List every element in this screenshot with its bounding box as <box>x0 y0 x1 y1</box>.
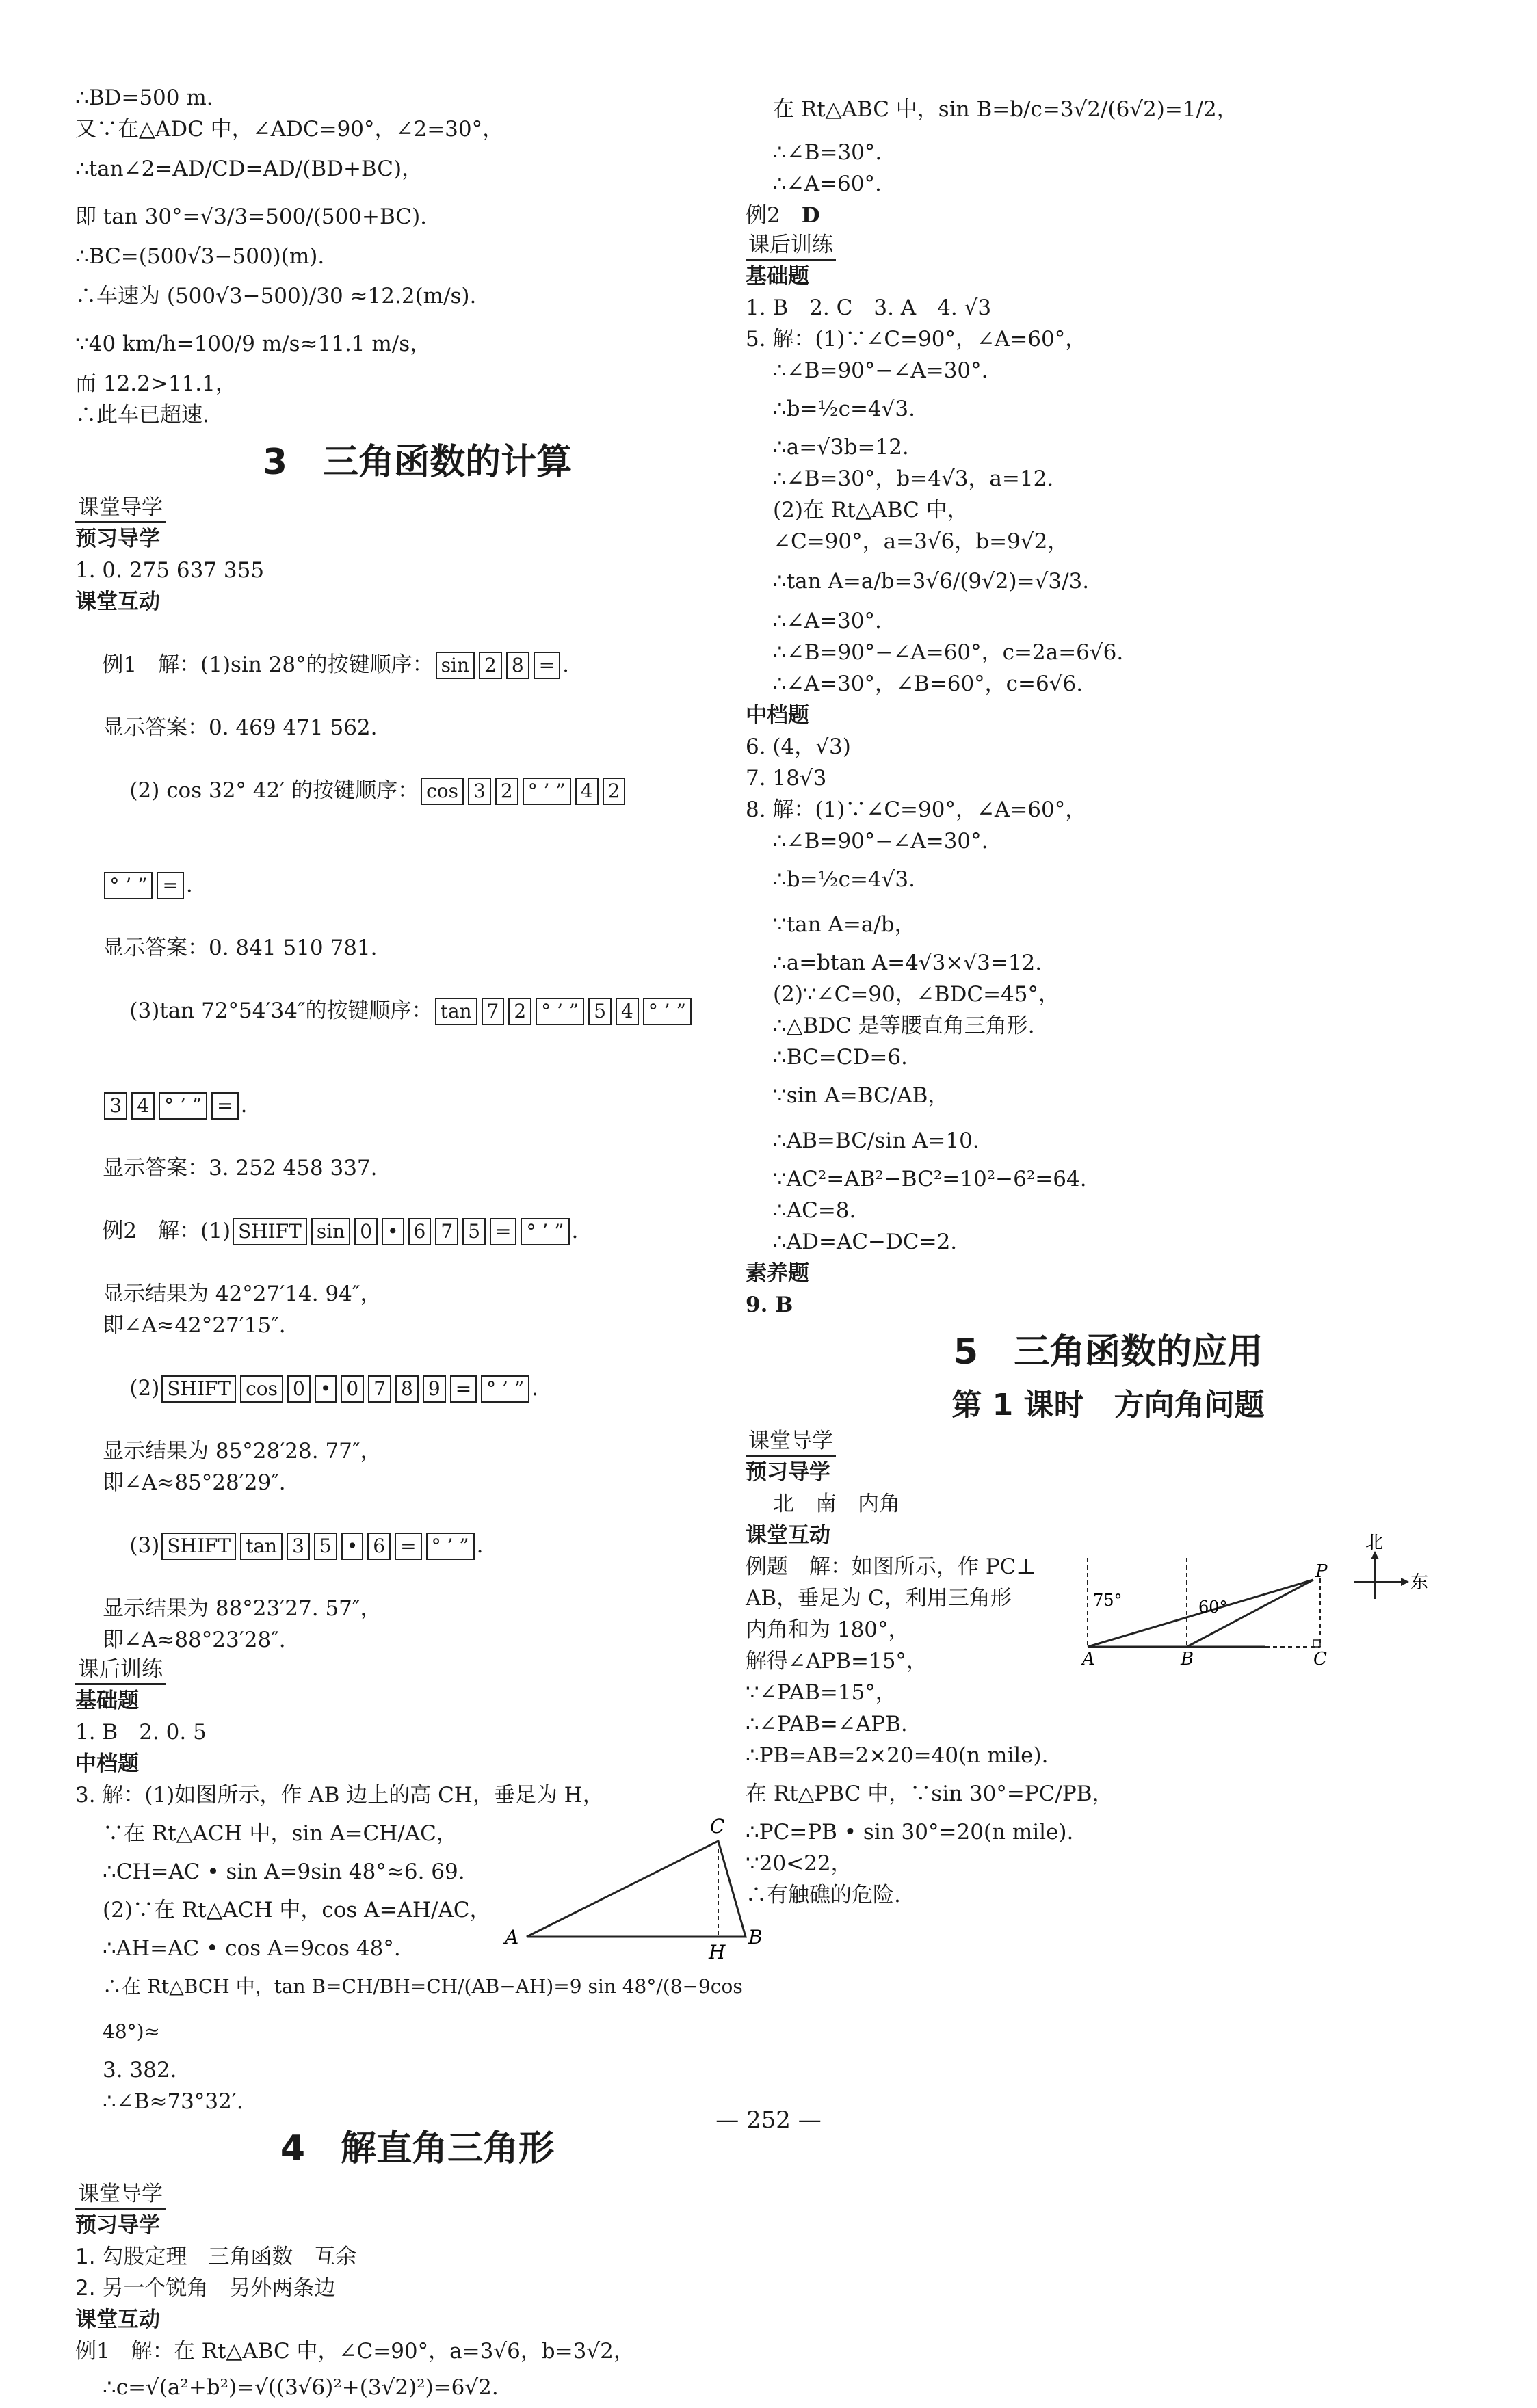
heading-hudong: 课堂互动 <box>75 2307 160 2332</box>
key-button: 5 <box>588 998 612 1025</box>
key-button: • <box>315 1375 337 1403</box>
key-button: 3 <box>104 1092 127 1120</box>
text-line: 即∠A≈88°23′28″. <box>103 1628 286 1652</box>
key-button: 2 <box>479 652 502 679</box>
text-line: 即∠A≈85°28′29″. <box>103 1470 286 1495</box>
text-line: ∴∠B=30°，b=4√3，a=12. <box>773 466 1054 491</box>
key-button: = <box>157 872 183 899</box>
heading-jichu: 基础题 <box>75 1689 139 1713</box>
key-button: • <box>382 1218 404 1245</box>
key-button: sin <box>311 1218 350 1245</box>
text-line: 内角和为 180°， <box>746 1617 910 1642</box>
text-line: ∴车速为 (500√3−500)/30 ≈12.2(m/s). <box>75 284 477 308</box>
key-button: 6 <box>408 1218 432 1245</box>
text-line: 显示答案：0. 469 471 562. <box>103 715 378 740</box>
heading-yuxi: 预习导学 <box>746 1460 830 1485</box>
key-button: = <box>211 1092 238 1120</box>
key-button: ° ’ ” <box>104 872 153 899</box>
text-line: (2)∵在 Rt△ACH 中，cos A=AH/AC， <box>103 1898 491 1922</box>
heading-yuxi: 预习导学 <box>75 2213 160 2238</box>
text-line: ∴b=½c=4√3. <box>773 397 915 421</box>
page-number: — 252 — <box>715 2106 822 2134</box>
answer-line: 北 南 内角 <box>773 1492 900 1516</box>
triangle-figure <box>499 1807 763 1964</box>
text-line: ∴∠A=60°. <box>773 172 882 196</box>
answer-line <box>746 200 1471 231</box>
section-3-title: 3 三角函数的计算 <box>262 442 573 483</box>
text-line: (2)在 Rt△ABC 中， <box>773 498 969 522</box>
heading-yuxi: 预习导学 <box>75 527 160 551</box>
key-button: 8 <box>395 1375 419 1403</box>
key-button: = <box>450 1375 477 1403</box>
answer-line: 1. 勾股定理 三角函数 互余 <box>75 2245 357 2269</box>
text-line: ∵40 km/h=100/9 m/s≈11.1 m/s， <box>75 332 432 356</box>
example-text: (2) <box>129 1376 160 1401</box>
answer-line: 2. 另一个锐角 另外两条边 <box>75 2276 336 2301</box>
example-line: (2) SHIFT cos 0 • 0 7 8 9 = ° ’ ” . <box>75 1341 759 1435</box>
heading-houke: 课后训练 <box>75 1656 166 1685</box>
text-line: 在 Rt△ABC 中，sin B=b/c=3√2/(6√2)=1/2， <box>773 97 1238 122</box>
key-button: 4 <box>616 998 639 1025</box>
text-line: ∵20<22， <box>746 1851 852 1876</box>
key-button: 3 <box>287 1533 310 1560</box>
text-line: ∴∠PAB=∠APB. <box>746 1712 908 1736</box>
text-line: ∴AC=8. <box>773 1198 856 1223</box>
key-button: cos <box>421 778 464 805</box>
label-c: C <box>1313 1649 1327 1669</box>
key-button: ° ’ ” <box>523 778 571 805</box>
key-button: sin <box>436 652 475 679</box>
text-line: 显示答案：0. 841 510 781. <box>103 936 378 960</box>
key-button: tan <box>435 998 477 1025</box>
text-line: 例1 解：在 Rt△ABC 中，∠C=90°，a=3√6，b=3√2， <box>75 2339 635 2364</box>
text-line: ∴CH=AC • sin A=9sin 48°≈6. 69. <box>103 1860 465 1884</box>
key-button: = <box>490 1218 516 1245</box>
key-button: = <box>534 652 560 679</box>
key-button: 6 <box>367 1533 391 1560</box>
text-line: ∴∠A=30°，∠B=60°，c=6√6. <box>773 672 1083 696</box>
text-line: 显示结果为 88°23′27. 57″， <box>103 1596 382 1621</box>
text-line: ∵∠PAB=15°， <box>746 1680 897 1705</box>
right-column <box>746 82 1471 1911</box>
key-button: SHIFT <box>233 1218 307 1245</box>
section-4-title: 4 解直角三角形 <box>280 2128 555 2169</box>
text-line: ∠C=90°，a=3√6，b=9√2， <box>773 529 1069 554</box>
text-line: 8. 解：(1)∵∠C=90°，∠A=60°， <box>746 797 1087 822</box>
text-line: 即 tan 30°=√3/3=500/(500+BC). <box>75 204 428 229</box>
left-column <box>75 82 763 2408</box>
text-line: 例题 解：如图所示，作 PC⊥ <box>746 1554 1036 1579</box>
question-3-block <box>75 1779 763 2117</box>
key-button: SHIFT <box>161 1375 236 1403</box>
key-button: 4 <box>575 778 599 805</box>
lesson-title: 第 1 课时 方向角问题 <box>951 1388 1265 1423</box>
text-line: ∴a=btan A=4√3×√3=12. <box>773 951 1042 975</box>
example-line: 例2 解：(1) SHIFT sin 0 • 6 7 5 = ° ’ ” . <box>75 1184 759 1278</box>
text-line: 解得∠APB=15°， <box>746 1649 928 1673</box>
key-button: ° ’ ” <box>536 998 584 1025</box>
text-line: ∴此车已超速. <box>75 403 209 427</box>
label-p: P <box>1315 1561 1328 1582</box>
heading-hudong: 课堂互动 <box>746 1523 830 1548</box>
text-line: ∵在 Rt△ACH 中，sin A=CH/AC， <box>103 1821 458 1846</box>
direction-figure <box>1067 1533 1436 1669</box>
text-line: 显示答案：3. 252 458 337. <box>103 1156 378 1180</box>
text-line: ∴∠B=30°. <box>773 140 882 165</box>
text-line: ∴AH=AC • cos A=9cos 48°. <box>103 1936 401 1961</box>
heading-zhongdang: 中档题 <box>75 1751 139 1776</box>
text-line: ∴tan A=a/b=3√6/(9√2)=√3/3. <box>773 569 1090 594</box>
key-button: 2 <box>495 778 518 805</box>
key-button: = <box>395 1533 421 1560</box>
text-line: ∴∠B=90°−∠A=60°，c=2a=6√6. <box>773 640 1124 665</box>
key-button: 7 <box>368 1375 391 1403</box>
text-line: 3. 解：(1)如图所示，作 AB 边上的高 CH，垂足为 H， <box>75 1783 604 1808</box>
text-line: ∴∠B=90°−∠A=30°. <box>773 358 988 383</box>
east-label: 东 <box>1410 1572 1429 1593</box>
text-line: ∵AC²=AB²−BC²=10²−6²=64. <box>773 1167 1087 1191</box>
example-line: (3) SHIFT tan 3 5 • 6 = ° ’ ” . <box>75 1498 759 1593</box>
answer-line: 7. 18√3 <box>746 766 827 791</box>
key-button: ° ’ ” <box>521 1218 569 1245</box>
text-line: ∴AB=BC/sin A=10. <box>773 1128 980 1153</box>
text-line: ∴∠A=30°. <box>773 609 882 633</box>
answer-line: 1. 0. 275 637 355 <box>75 558 265 583</box>
key-button: 5 <box>314 1533 337 1560</box>
label-b: B <box>748 1926 763 1948</box>
heading-ketang: 课堂导学 <box>75 2180 166 2210</box>
angle-60-label: 60° <box>1198 1598 1228 1617</box>
key-button: 0 <box>287 1375 311 1403</box>
text-line: 又∵在△ADC 中，∠ADC=90°，∠2=30°， <box>75 117 504 142</box>
heading-suyang: 素养题 <box>746 1261 809 1286</box>
answer-value: D <box>801 203 820 228</box>
heading-hudong: 课堂互动 <box>75 590 160 614</box>
angle-75-label: 75° <box>1093 1591 1122 1610</box>
heading-ketang: 课堂导学 <box>75 494 166 523</box>
heading-zhongdang: 中档题 <box>746 703 809 728</box>
text-line: 即∠A≈42°27′15″. <box>103 1313 286 1338</box>
example-text: (2) cos 32° 42′ 的按键顺序： <box>129 778 419 803</box>
answer-line: 9. B <box>746 1293 793 1317</box>
text-line: ∴AD=AC−DC=2. <box>773 1230 958 1254</box>
key-button: cos <box>240 1375 283 1403</box>
text-line: ∴PB=AB=2×20=40(n mile). <box>746 1743 1049 1768</box>
key-button: 0 <box>341 1375 364 1403</box>
key-button: ° ’ ” <box>426 1533 475 1560</box>
key-button: 9 <box>423 1375 446 1403</box>
text-line: ∴tan∠2=AD/CD=AD/(BD+BC)， <box>75 157 423 181</box>
example-text: (3) <box>129 1533 160 1558</box>
key-button: 2 <box>603 778 626 805</box>
text-line: 显示结果为 85°28′28. 77″， <box>103 1439 382 1464</box>
text-line: (2)∵∠C=90，∠BDC=45°， <box>773 982 1060 1007</box>
text-line: ∴∠B=90°−∠A=30°. <box>773 829 988 854</box>
text-line: ∴c=√(a²+b²)=√((3√6)²+(3√2)²)=6√2. <box>103 2375 499 2400</box>
example-line: ° ’ ” = . <box>75 838 759 932</box>
key-button: 0 <box>354 1218 378 1245</box>
text-line: ∴BD=500 m. <box>75 85 213 110</box>
key-button: • <box>341 1533 364 1560</box>
label-c: C <box>710 1815 725 1838</box>
text-line: ∴∠B≈73°32′. <box>103 2089 244 2114</box>
text-line: 3. 382. <box>103 2058 177 2082</box>
text-line: ∴a=√3b=12. <box>773 435 909 460</box>
example-text: 例2 解：(1) <box>102 1219 231 1243</box>
section-5-title: 5 三角函数的应用 <box>953 1332 1263 1373</box>
key-button: 8 <box>506 652 529 679</box>
north-label: 北 <box>1365 1533 1384 1553</box>
text-line: 显示结果为 42°27′14. 94″， <box>103 1282 382 1306</box>
key-button: ° ’ ” <box>159 1092 207 1120</box>
key-button: ° ’ ” <box>643 998 692 1025</box>
key-button: SHIFT <box>161 1533 236 1560</box>
example-line: 3 4 ° ’ ” = . <box>75 1058 759 1152</box>
example-label: 例2 <box>746 203 802 228</box>
text-line: ∴BC=(500√3−500)(m). <box>75 244 325 269</box>
text-line: ∴△BDC 是等腰直角三角形. <box>773 1014 1035 1038</box>
answer-line: 1. B 2. 0. 5 <box>75 1720 207 1745</box>
answer-line: 6. (4，√3) <box>746 735 851 759</box>
text-line: ∴在 Rt△BCH 中，tan B=CH/BH=CH/(AB−AH)=9 sin 48°/(8−9cos 48°)≈ <box>103 1975 749 2043</box>
label-a: A <box>505 1926 519 1948</box>
text-line: ∴b=½c=4√3. <box>773 867 915 892</box>
text-line: ∵sin A=BC/AB， <box>773 1083 949 1108</box>
key-button: 4 <box>131 1092 155 1120</box>
text-line: ∵tan A=a/b， <box>773 912 916 937</box>
example-text: (3)tan 72°54′34″的按键顺序： <box>129 998 433 1023</box>
key-button: 3 <box>468 778 491 805</box>
text-line: AB，垂足为 C，利用三角形 <box>746 1586 1012 1611</box>
text-line: 5. 解：(1)∵∠C=90°，∠A=60°， <box>746 327 1087 352</box>
text-line: 在 Rt△PBC 中，∵sin 30°=PC/PB， <box>746 1782 1114 1806</box>
text-line: 而 12.2>11.1， <box>75 371 237 396</box>
answer-line: 1. B 2. C 3. A 4. √3 <box>746 295 992 320</box>
label-h: H <box>709 1941 726 1963</box>
key-button: 5 <box>462 1218 486 1245</box>
heading-houke: 课后训练 <box>746 231 836 261</box>
key-button: ° ’ ” <box>481 1375 529 1403</box>
text-line: ∴PC=PB • sin 30°=20(n mile). <box>746 1820 1074 1844</box>
key-button: 7 <box>435 1218 458 1245</box>
example-text: 例1 解：(1)sin 28°的按键顺序： <box>102 652 434 677</box>
example-line <box>75 964 759 1058</box>
key-button: 7 <box>482 998 505 1025</box>
example-line <box>75 743 759 838</box>
example-line: 例1 解：(1)sin 28°的按键顺序： sin 2 8 = . <box>75 618 759 712</box>
label-a: A <box>1082 1649 1095 1669</box>
heading-jichu: 基础题 <box>746 264 809 289</box>
text-line: ∴BC=CD=6. <box>773 1045 908 1070</box>
key-button: tan <box>240 1533 283 1560</box>
key-button: 2 <box>508 998 531 1025</box>
label-b: B <box>1181 1649 1194 1669</box>
heading-ketang: 课堂导学 <box>746 1427 836 1457</box>
text-line: ∴有触礁的危险. <box>746 1883 901 1907</box>
